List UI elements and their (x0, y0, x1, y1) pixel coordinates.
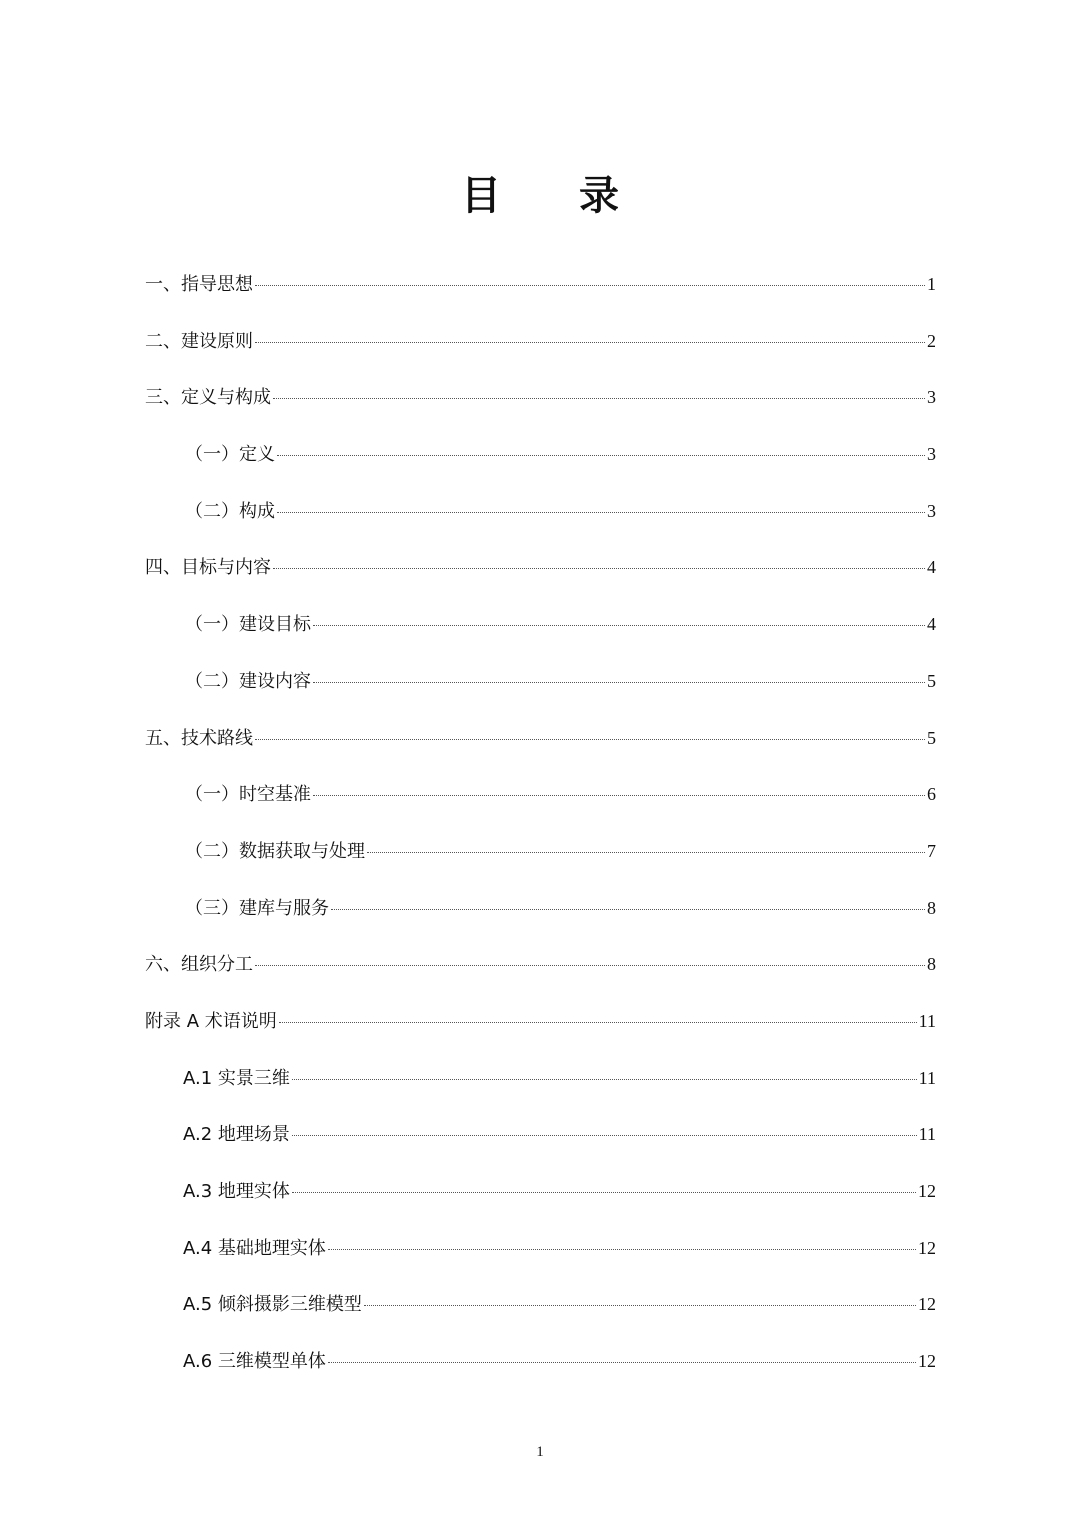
toc-entry-text: （二）建设内容 (185, 670, 311, 692)
toc-entry[interactable] (145, 768, 936, 825)
toc-entry[interactable] (145, 541, 936, 598)
toc-entry[interactable] (145, 825, 936, 882)
toc-entry[interactable] (145, 371, 936, 428)
toc-entry[interactable] (145, 995, 936, 1052)
toc-entry-text: （一）建设目标 (185, 614, 311, 636)
toc-entry-text: （三）建库与服务 (185, 897, 329, 919)
toc-entry-page: 3 (927, 500, 936, 521)
toc-leader-dots (277, 512, 925, 513)
toc-entry-page: 2 (927, 330, 936, 351)
toc-entry-page: 1 (927, 274, 936, 294)
toc-leader-dots (273, 398, 925, 399)
toc-entry-page: 11 (918, 1010, 936, 1031)
toc-entry-page: 12 (918, 1294, 936, 1315)
toc-entry-text: （二）构成 (185, 500, 275, 522)
toc-entry-page: 8 (927, 954, 936, 975)
toc-entry-text: A.1 实景三维 (183, 1067, 290, 1089)
toc-entry[interactable] (145, 1052, 936, 1109)
toc-leader-dots (255, 739, 925, 740)
page-number: 1 (536, 1444, 544, 1460)
toc-leader-dots (255, 965, 925, 966)
toc-entry[interactable] (145, 485, 936, 542)
toc-entry-text: 六、组织分工 (145, 954, 253, 976)
toc-entry-text: 三、定义与构成 (145, 387, 271, 409)
table-of-contents (145, 258, 936, 1392)
toc-entry[interactable] (145, 938, 936, 995)
toc-entry-text: A.6 三维模型单体 (183, 1351, 326, 1373)
toc-entry-text: 一、指导思想 (145, 274, 253, 295)
page-title (0, 168, 1080, 224)
toc-entry-text: A.5 倾斜摄影三维模型 (183, 1294, 362, 1316)
toc-leader-dots (364, 1305, 916, 1306)
toc-leader-dots (255, 342, 925, 343)
toc-entry[interactable] (145, 655, 936, 712)
toc-entry[interactable] (145, 1222, 936, 1279)
toc-entry-text: （一）定义 (185, 444, 275, 466)
toc-entry-page: 4 (927, 614, 936, 635)
toc-entry[interactable] (145, 315, 936, 372)
toc-entry-page: 3 (927, 444, 936, 465)
toc-entry[interactable] (145, 258, 936, 315)
toc-entry-page: 5 (927, 670, 936, 691)
toc-entry[interactable] (145, 712, 936, 769)
toc-entry-text: （二）数据获取与处理 (185, 840, 365, 862)
toc-entry-text: 四、目标与内容 (145, 557, 271, 579)
toc-leader-dots (313, 682, 925, 683)
toc-entry-page: 12 (918, 1237, 936, 1258)
toc-leader-dots (328, 1249, 916, 1250)
toc-entry-text: 二、建设原则 (145, 330, 253, 352)
toc-entry[interactable] (145, 1278, 936, 1335)
toc-leader-dots (292, 1192, 916, 1193)
toc-entry-text: （一）时空基准 (185, 784, 311, 806)
toc-entry[interactable] (145, 1335, 936, 1392)
toc-leader-dots (328, 1362, 916, 1363)
toc-leader-dots (279, 1022, 917, 1023)
toc-leader-dots (277, 455, 925, 456)
toc-entry-page: 11 (918, 1067, 936, 1088)
toc-entry[interactable] (145, 882, 936, 939)
title-char-2: 录 (579, 173, 619, 219)
toc-leader-dots (367, 852, 925, 853)
toc-entry-page: 3 (927, 387, 936, 408)
toc-leader-dots (313, 795, 925, 796)
toc-entry-page: 12 (918, 1351, 936, 1372)
toc-entry-page: 6 (927, 784, 936, 805)
toc-entry-text: A.3 地理实体 (183, 1181, 290, 1202)
toc-leader-dots (331, 909, 925, 910)
toc-entry-page: 11 (918, 1124, 936, 1145)
toc-entry[interactable] (145, 598, 936, 655)
toc-entry-text: A.4 基础地理实体 (183, 1237, 326, 1259)
toc-entry-text: A.2 地理场景 (183, 1124, 290, 1146)
toc-entry-page: 4 (927, 557, 936, 578)
toc-entry-page: 5 (927, 727, 936, 748)
toc-entry[interactable] (145, 1165, 936, 1222)
toc-leader-dots (273, 568, 925, 569)
toc-entry-text: 五、技术路线 (145, 727, 253, 749)
toc-leader-dots (255, 285, 925, 286)
toc-entry-page: 12 (918, 1181, 936, 1201)
toc-entry[interactable] (145, 1108, 936, 1165)
toc-leader-dots (292, 1079, 917, 1080)
toc-entry-page: 8 (927, 897, 936, 918)
toc-entry[interactable] (145, 428, 936, 485)
toc-leader-dots (292, 1135, 917, 1136)
toc-entry-page: 7 (927, 840, 936, 861)
title-char-1: 目 (461, 173, 501, 219)
toc-entry-text: 附录 A 术语说明 (145, 1010, 277, 1032)
toc-leader-dots (313, 625, 925, 626)
